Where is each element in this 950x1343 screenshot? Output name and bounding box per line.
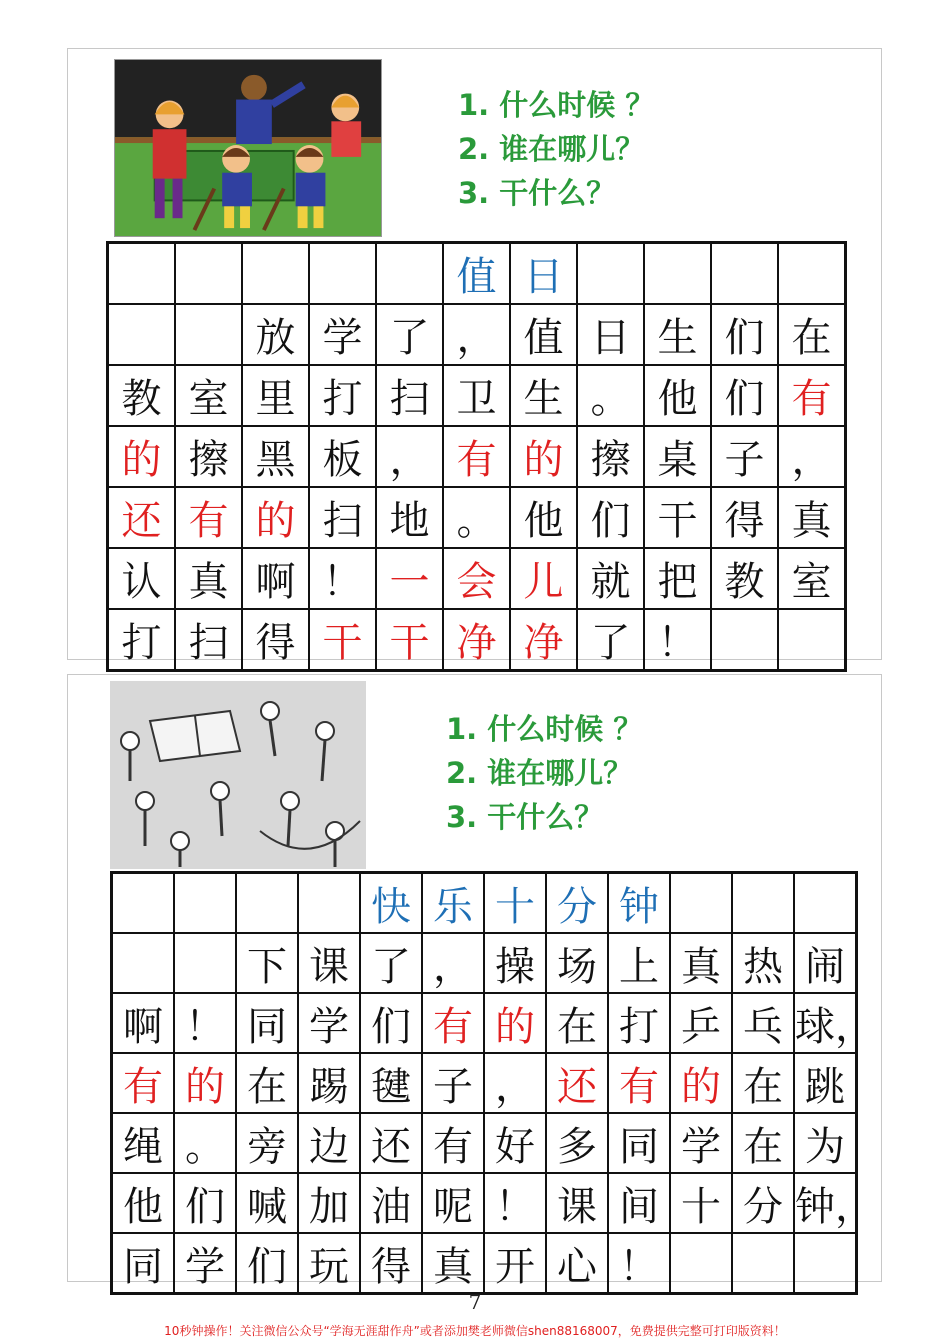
grid-cell: 热: [732, 933, 794, 993]
grid-cell: [242, 243, 309, 305]
grid-cell: 呢: [422, 1173, 484, 1233]
grid-cell: 他: [112, 1173, 175, 1233]
playground-recess-illustration: [110, 681, 366, 869]
grid-cell: 子: [711, 426, 778, 487]
grid-cell: [309, 243, 376, 305]
grid-cell: 场: [546, 933, 608, 993]
grid-cell: 了: [577, 609, 644, 671]
grid-cell: 课: [546, 1173, 608, 1233]
question-who-where: 2. 谁在哪儿？: [446, 756, 633, 790]
grid-cell: 有: [778, 365, 846, 426]
grid-cell: 球，: [794, 993, 857, 1053]
grid-cell: 毽: [360, 1053, 422, 1113]
grid-row: [108, 304, 846, 365]
grid-cell: 们: [577, 487, 644, 548]
grid-row: [112, 993, 857, 1053]
grid-row: [112, 1233, 857, 1294]
grid-cell: ！: [644, 609, 711, 671]
grid-cell: ，: [443, 304, 510, 365]
grid-cell: 的: [484, 993, 546, 1053]
grid-cell: [108, 304, 176, 365]
grid-cell: 操: [484, 933, 546, 993]
grid-cell: 室: [175, 365, 242, 426]
grid-cell: ！: [309, 548, 376, 609]
writing-grid: [110, 871, 875, 1295]
grid-cell: 擦: [175, 426, 242, 487]
grid-row: [112, 933, 857, 993]
grid-cell: 的: [670, 1053, 732, 1113]
grid-cell: [175, 243, 242, 305]
grid-cell: [112, 933, 175, 993]
grid-row: [108, 548, 846, 609]
grid-cell: [174, 873, 236, 934]
grid-cell: 生: [510, 365, 577, 426]
grid-cell: 得: [711, 487, 778, 548]
grid-cell: [778, 243, 846, 305]
grid-cell: 得: [360, 1233, 422, 1294]
footer-note: 10秒钟操作！关注微信公众号“学海无涯甜作舟”或者添加樊老师微信shen88168007，免费提供完整可打印版资料！: [164, 1324, 786, 1338]
grid-cell: 的: [242, 487, 309, 548]
grid-cell: 有: [175, 487, 242, 548]
grid-cell: [794, 873, 857, 934]
grid-cell: [711, 609, 778, 671]
grid-cell: 净: [443, 609, 510, 671]
grid-cell: 放: [242, 304, 309, 365]
grid-cell: 里: [242, 365, 309, 426]
grid-cell: 好: [484, 1113, 546, 1173]
grid-cell: 学: [298, 993, 360, 1053]
grid-cell: 学: [174, 1233, 236, 1294]
grid-cell: 他: [510, 487, 577, 548]
question-what: 3. 干什么？: [458, 176, 616, 210]
grid-cell: 在: [236, 1053, 298, 1113]
grid-cell: 课: [298, 933, 360, 993]
grid-cell: 分: [732, 1173, 794, 1233]
grid-cell: 教: [711, 548, 778, 609]
grid-cell: 认: [108, 548, 176, 609]
grid-cell: ，: [376, 426, 443, 487]
grid-cell: 的: [510, 426, 577, 487]
grid-cell: 还: [108, 487, 176, 548]
guiding-questions: [446, 707, 642, 839]
grid-cell: 间: [608, 1173, 670, 1233]
grid-cell: [112, 873, 175, 934]
grid-cell: 学: [670, 1113, 732, 1173]
grid-cell: 下: [236, 933, 298, 993]
grid-cell: ！: [484, 1173, 546, 1233]
grid-cell: 在: [732, 1053, 794, 1113]
grid-cell: ！: [174, 993, 236, 1053]
grid-cell: 生: [644, 304, 711, 365]
grid-cell: 快: [360, 873, 422, 934]
grid-cell: 上: [608, 933, 670, 993]
grid-cell: 了: [360, 933, 422, 993]
grid-cell: 同: [112, 1233, 175, 1294]
grid-cell: 干: [644, 487, 711, 548]
grid-cell: 扫: [309, 487, 376, 548]
grid-cell: 有: [422, 1113, 484, 1173]
grid-cell: 有: [422, 993, 484, 1053]
grid-row: [112, 1053, 857, 1113]
grid-cell: 啊: [112, 993, 175, 1053]
grid-cell: 啊: [242, 548, 309, 609]
grid-cell: 教: [108, 365, 176, 426]
grid-cell: 闹: [794, 933, 857, 993]
grid-row: [112, 1113, 857, 1173]
grid-cell: 旁: [236, 1113, 298, 1173]
grid-cell: 黑: [242, 426, 309, 487]
grid-cell: [670, 873, 732, 934]
grid-cell: 会: [443, 548, 510, 609]
grid-cell: [732, 873, 794, 934]
grid-cell: 子: [422, 1053, 484, 1113]
grid-cell: 真: [670, 933, 732, 993]
grid-cell: 卫: [443, 365, 510, 426]
grid-cell: 在: [778, 304, 846, 365]
guiding-questions: [458, 83, 654, 215]
grid-cell: [236, 873, 298, 934]
grid-cell: 们: [236, 1233, 298, 1294]
grid-cell: [670, 1233, 732, 1294]
grid-cell: ，: [778, 426, 846, 487]
page-number: 7: [468, 1290, 482, 1314]
grid-cell: 有: [443, 426, 510, 487]
grid-cell: 真: [422, 1233, 484, 1294]
grid-cell: 加: [298, 1173, 360, 1233]
grid-cell: 为: [794, 1113, 857, 1173]
grid-cell: 干: [309, 609, 376, 671]
question-when: 1. 什么时候 ？: [446, 712, 643, 746]
grid-cell: 值: [443, 243, 510, 305]
grid-row: [108, 243, 846, 305]
grid-cell: 们: [711, 365, 778, 426]
grid-cell: 喊: [236, 1173, 298, 1233]
grid-cell: 乒: [670, 993, 732, 1053]
grid-cell: 值: [510, 304, 577, 365]
grid-cell: 在: [546, 993, 608, 1053]
grid-cell: [644, 243, 711, 305]
grid-cell: 扫: [175, 609, 242, 671]
grid-cell: [778, 609, 846, 671]
grid-cell: 有: [112, 1053, 175, 1113]
grid-cell: 们: [360, 993, 422, 1053]
grid-cell: 十: [484, 873, 546, 934]
grid-cell: 绳: [112, 1113, 175, 1173]
question-when: 1. 什么时候 ？: [458, 88, 655, 122]
grid-cell: 踢: [298, 1053, 360, 1113]
grid-cell: 一: [376, 548, 443, 609]
question-who-where: 2. 谁在哪儿？: [458, 132, 645, 166]
grid-cell: 擦: [577, 426, 644, 487]
grid-row: [108, 426, 846, 487]
grid-cell: 钟: [608, 873, 670, 934]
grid-cell: 就: [577, 548, 644, 609]
grid-cell: 儿: [510, 548, 577, 609]
grid-row: [108, 609, 846, 671]
grid-row: [112, 1173, 857, 1233]
grid-cell: 打: [108, 609, 176, 671]
grid-cell: ，: [484, 1053, 546, 1113]
grid-cell: [174, 933, 236, 993]
grid-cell: 乓: [732, 993, 794, 1053]
grid-cell: 打: [608, 993, 670, 1053]
grid-cell: 的: [108, 426, 176, 487]
grid-cell: 真: [175, 548, 242, 609]
grid-cell: 心: [546, 1233, 608, 1294]
grid-cell: 还: [546, 1053, 608, 1113]
exercise-panel-2: [67, 674, 882, 1290]
grid-cell: 把: [644, 548, 711, 609]
grid-cell: 同: [236, 993, 298, 1053]
grid-cell: 分: [546, 873, 608, 934]
grid-row: [108, 365, 846, 426]
grid-cell: 同: [608, 1113, 670, 1173]
grid-cell: 他: [644, 365, 711, 426]
grid-cell: 跳: [794, 1053, 857, 1113]
grid-cell: [298, 873, 360, 934]
grid-cell: 玩: [298, 1233, 360, 1294]
grid-cell: [108, 243, 176, 305]
exercise-panel-1: [67, 48, 882, 666]
writing-grid: [106, 241, 847, 672]
grid-cell: [794, 1233, 857, 1294]
grid-cell: [711, 243, 778, 305]
grid-cell: 室: [778, 548, 846, 609]
grid-cell: [732, 1233, 794, 1294]
grid-cell: 日: [510, 243, 577, 305]
grid-cell: 十: [670, 1173, 732, 1233]
grid-row: [108, 487, 846, 548]
grid-cell: 边: [298, 1113, 360, 1173]
grid-cell: 多: [546, 1113, 608, 1173]
grid-cell: 有: [608, 1053, 670, 1113]
grid-cell: 得: [242, 609, 309, 671]
grid-row: [112, 873, 857, 934]
grid-cell: 。: [577, 365, 644, 426]
grid-cell: 干: [376, 609, 443, 671]
grid-cell: 们: [174, 1173, 236, 1233]
grid-cell: 还: [360, 1113, 422, 1173]
grid-cell: 净: [510, 609, 577, 671]
grid-cell: 板: [309, 426, 376, 487]
grid-cell: 。: [174, 1113, 236, 1173]
grid-cell: 桌: [644, 426, 711, 487]
grid-cell: 在: [732, 1113, 794, 1173]
classroom-cleaning-illustration: [114, 59, 382, 237]
grid-cell: 油: [360, 1173, 422, 1233]
grid-cell: 开: [484, 1233, 546, 1294]
grid-cell: 地: [376, 487, 443, 548]
grid-cell: [175, 304, 242, 365]
grid-cell: ！: [608, 1233, 670, 1294]
grid-cell: 了: [376, 304, 443, 365]
grid-cell: [577, 243, 644, 305]
grid-cell: 钟，: [794, 1173, 857, 1233]
question-what: 3. 干什么？: [446, 800, 604, 834]
grid-cell: [376, 243, 443, 305]
grid-cell: 的: [174, 1053, 236, 1113]
grid-cell: 真: [778, 487, 846, 548]
grid-cell: 打: [309, 365, 376, 426]
grid-cell: 们: [711, 304, 778, 365]
grid-cell: 日: [577, 304, 644, 365]
grid-cell: 学: [309, 304, 376, 365]
grid-cell: ，: [422, 933, 484, 993]
grid-cell: 。: [443, 487, 510, 548]
grid-cell: 乐: [422, 873, 484, 934]
grid-cell: 扫: [376, 365, 443, 426]
